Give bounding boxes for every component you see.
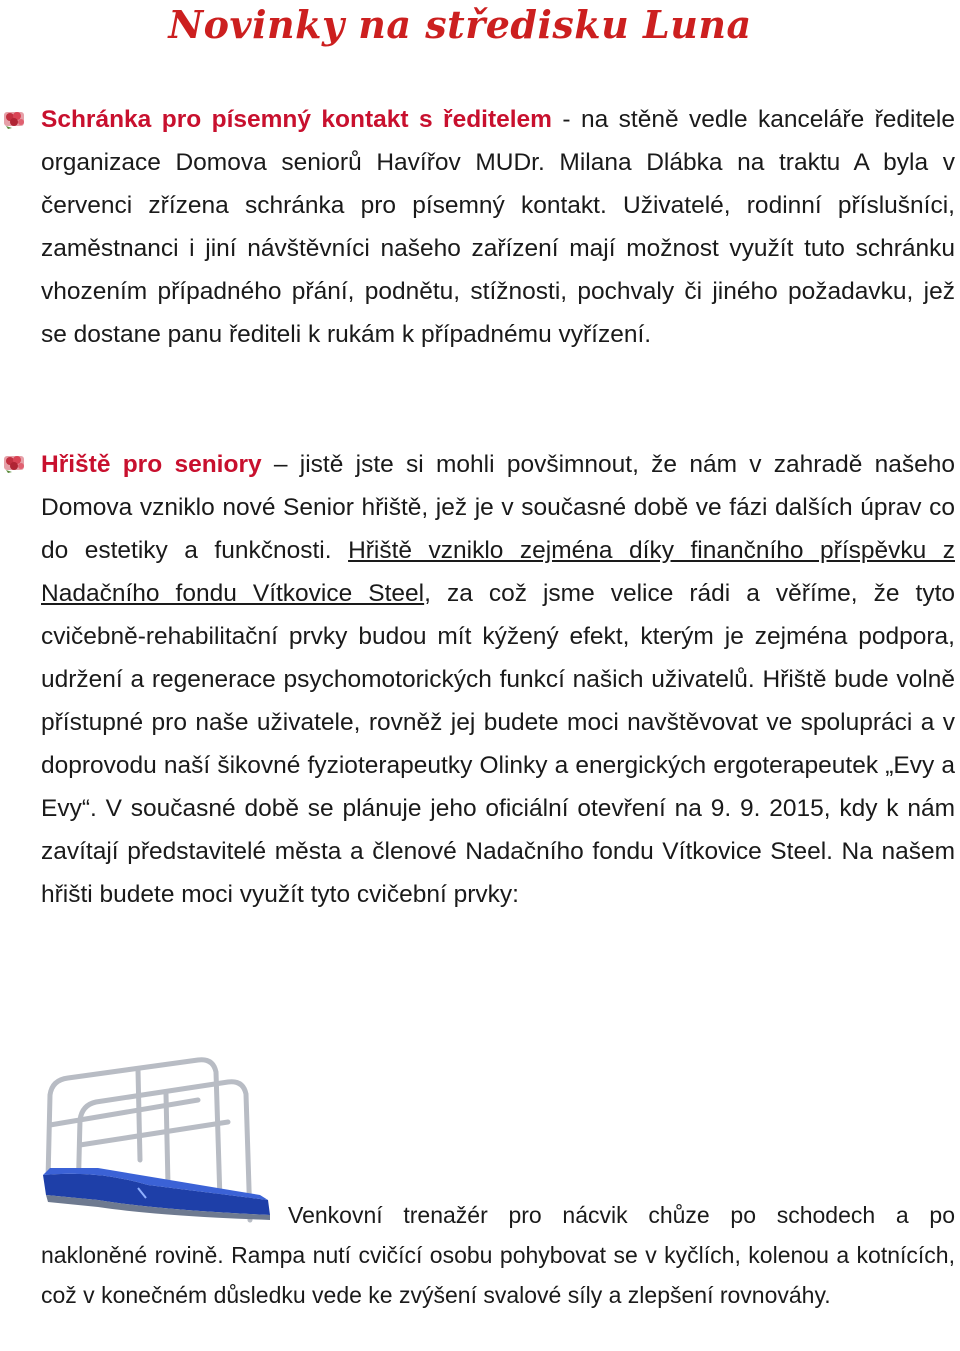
page-title: Novinky na středisku Luna bbox=[168, 2, 752, 47]
section-mailbox bbox=[41, 98, 955, 356]
section-text: - na stěně vedle kanceláře ředitele organizace Domova seniorů Havířov MUDr. Milana Dlábka na traktu A byla v červenci zřízena schránka pro písemný kontakt. Uživatelé, rodinní příslušníci, zaměstnanci i jiní návštěvníci našeho zařízení mají možnost využít tuto schránku vhozením případného přání, podnětu, stížnosti, pochvaly či jiného požadavku, jež se dostane panu řediteli k rukám k případnému vyřízení. bbox=[41, 106, 955, 348]
equipment-caption bbox=[41, 1195, 955, 1315]
underlined-text: Hřiště vzniklo zejména díky finančního příspěvku z Nadačního fondu Vítkovice Steel bbox=[41, 537, 955, 607]
flower-bullet-icon bbox=[2, 108, 28, 130]
section-heading: Schránka pro písemný kontakt s ředitelem bbox=[41, 106, 552, 133]
section-text: – jistě jste si mohli povšimnout, že nám v zahradě našeho Domova vzniklo nové Senior hřiště, jež je v současné době ve fázi dalších úprav co do estetiky a funkčnosti. bbox=[41, 451, 955, 564]
flower-bullet-icon bbox=[2, 452, 28, 474]
section-text: , za což jsme velice rádi a věříme, že tyto cvičebně-rehabilitační prvky budou mít kýžený efekt, kterým je zejména podpora, udržení a regenerace psychomotorických funkcí našich uživatelů. Hřiště bude volně přístupné pro naše uživatele, rovněž jej budete moci navštěvovat ve spolupráci a v doprovodu naší šikovné fyzioterapeutky Olinky a energických ergoterapeutek „Evy a Evy“. V současné době se plánuje jeho oficiální otevření na 9. 9. 2015, kdy k nám zavítají představitelé města a členové Nadačního fondu Vítkovice Steel. Na našem hřišti budete moci využít tyto cvičební prvky: bbox=[41, 580, 955, 908]
section-playground bbox=[41, 443, 955, 916]
caption-rest: nakloněné rovině. Rampa nutí cvičící osobu pohybovat se v kyčlích, kolenou a kotnících, což v konečném důsledku vede ke zvýšení svalové síly a zlepšení rovnováhy. bbox=[41, 1242, 955, 1308]
section-heading: Hřiště pro seniory bbox=[41, 451, 262, 478]
caption-first-line: Venkovní trenažér pro nácvik chůze po schodech a po bbox=[288, 1202, 955, 1228]
